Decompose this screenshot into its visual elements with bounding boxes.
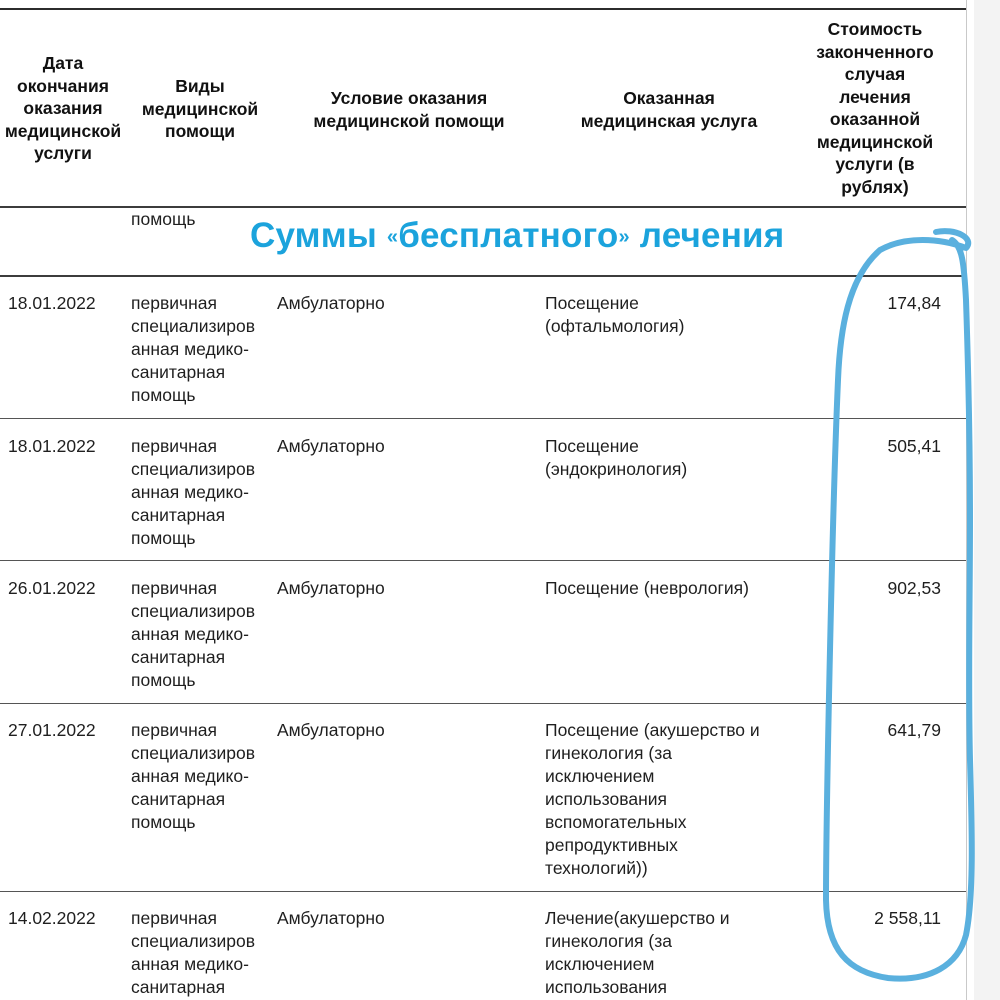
row-rule — [0, 275, 966, 277]
row-service: Посещение (эндокринология) — [545, 436, 688, 479]
row-care-type: первичная специализиров анная медико- санитарная помощь — [131, 578, 256, 690]
row-condition: Амбулаторно — [277, 293, 385, 313]
row-date: 18.01.2022 — [8, 293, 96, 313]
row-date: 18.01.2022 — [8, 436, 96, 456]
header-cost: Стоимость законченного случая лечения оказанной медицинской услуги (в рублях) — [816, 19, 934, 197]
row-cost: 174,84 — [887, 293, 941, 313]
row-cost: 641,79 — [887, 720, 941, 740]
header-condition: Условие оказания медицинской помощи — [313, 88, 505, 131]
row-care-type: первичная специализиров анная медико- санитарная помощь — [131, 293, 256, 405]
row-cost: 505,41 — [887, 436, 941, 456]
row-service: Лечение(акушерство и гинекология (за исключением использования — [545, 908, 730, 997]
row-cost: 2 558,11 — [874, 908, 941, 928]
row-service: Посещение (офтальмология) — [545, 293, 685, 336]
highlight-stroke — [826, 231, 972, 978]
row-rule — [0, 560, 966, 561]
row-condition: Амбулаторно — [277, 578, 385, 598]
header-date: Дата окончания оказания медицинской услуги — [4, 53, 122, 163]
row-date: 14.02.2022 — [8, 908, 96, 928]
row-rule — [0, 891, 966, 892]
row-service: Посещение (неврология) — [545, 578, 749, 598]
row-condition: Амбулаторно — [277, 908, 385, 928]
row-service: Посещение (акушерство и гинекология (за исключением использования вспомогательных репродуктивных технологий)) — [545, 720, 760, 878]
row-rule — [0, 418, 966, 419]
row-rule — [0, 703, 966, 704]
row-care-type: первичная специализиров анная медико- санитарная — [131, 908, 256, 997]
row-care-type: первичная специализиров анная медико- санитарная помощь — [131, 436, 256, 548]
carryover-text: помощь — [131, 209, 196, 229]
header-service: Оказанная медицинская услуга — [580, 88, 758, 131]
row-condition: Амбулаторно — [277, 436, 385, 456]
row-cost: 902,53 — [887, 578, 941, 598]
row-date: 27.01.2022 — [8, 720, 96, 740]
table-top-rule — [0, 8, 966, 10]
page-border — [966, 0, 967, 1000]
row-care-type: первичная специализиров анная медико- санитарная помощь — [131, 720, 256, 832]
row-condition: Амбулаторно — [277, 720, 385, 740]
header-care-type: Виды медицинской помощи — [141, 76, 259, 141]
row-date: 26.01.2022 — [8, 578, 96, 598]
page-edge — [974, 0, 1000, 1000]
annotation-caption: Суммы «бесплатного» лечения — [250, 216, 785, 255]
